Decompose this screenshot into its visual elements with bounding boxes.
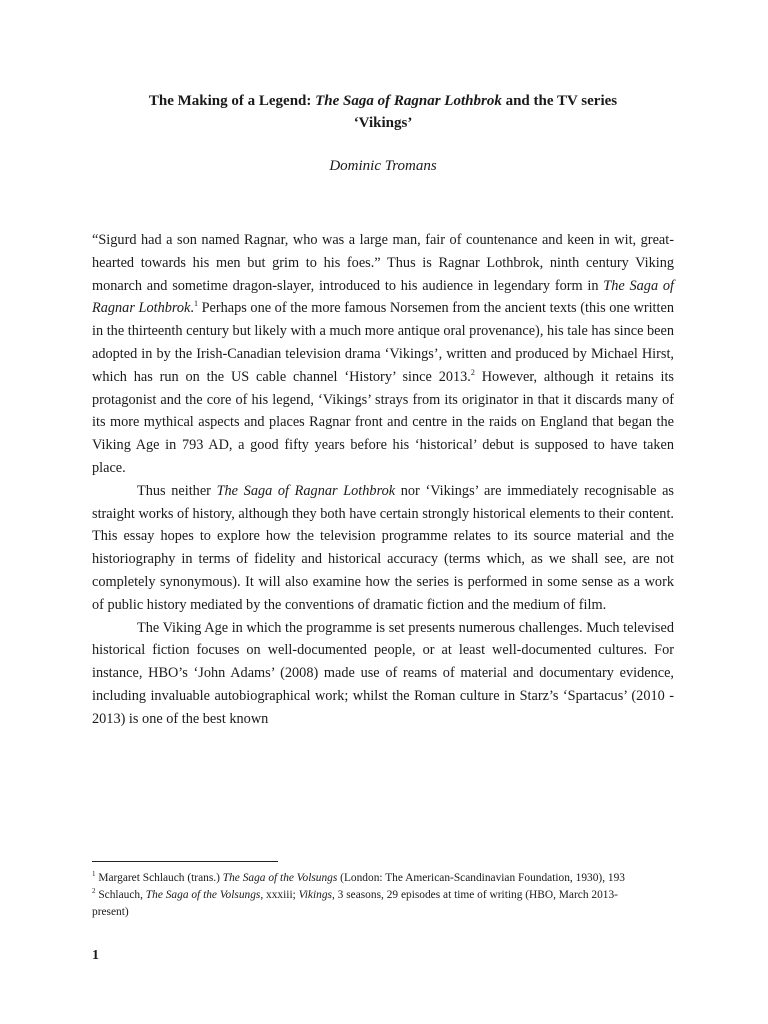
italic-title: The Saga of Ragnar Lothbrok: [92, 277, 674, 317]
footnote-number: 1: [92, 870, 96, 879]
paragraph-text: nor ‘Vikings’ are immediately recognisable as straight works of history, although they both have certain strongly historical elements to their content. This essay hopes to explore how the television programme relates to its source material and the historiography in terms of fidelity and historical accuracy (terms which, as we shall see, are not completely synonymous). It will also examine how the series is performed in some sense as a work of public history mediated by the conventions of dramatic fiction and the medium of film.: [92, 482, 674, 613]
footnote-divider: [92, 861, 278, 862]
footnote-italic: Vikings: [298, 889, 332, 901]
paragraph-2: [92, 480, 674, 617]
paragraph-1: [92, 229, 674, 480]
footnotes: [92, 870, 652, 921]
paragraph-text: However, although it retains its protagonist and the core of his legend, ‘Vikings’ strays from its originator in that it discards many of its more mythical aspects and places Ragnar front and centre in the raids on England that began the Viking Age in 793 AD, a good fifty years before his ‘historical’ debut is supposed to have taken place.: [92, 368, 675, 476]
footnote-text: (London: The American-Scandinavian Foundation, 1930), 193: [337, 872, 625, 884]
paragraph-text: “Sigurd had a son named Ragnar, who was a large man, fair of countenance and keen in wit, great-hearted towards his men but grim to his foes.” Thus is Ragnar Lothbrok, ninth century Viking monarch and sometime dragon-slayer, introduced to his audience in legendary form in: [92, 232, 674, 294]
footnote-text: Margaret Schlauch (trans.): [95, 872, 223, 884]
document-title: [92, 90, 674, 134]
italic-title: The Saga of Ragnar Lothbrok: [216, 482, 396, 499]
paragraph-text: Perhaps one of the more famous Norsemen from the ancient texts (this one written in the thirteenth century but likely with a much more antique oral provenance), his tale has since been adopted in by the Irish-Canadian television drama ‘Vikings’, written and produced by Michael Hirst, which has run on the US cable channel ‘History’ since 2013.: [92, 300, 675, 385]
footnote-text: , 3 seasons, 29 episodes at time of writing (HBO, March 2013-present): [92, 889, 618, 918]
footnote-number: 2: [92, 887, 96, 896]
title-line2: ‘Vikings’: [353, 115, 413, 131]
footnote-text: Schlauch,: [95, 889, 146, 901]
title-text: The Making of a Legend:: [148, 93, 316, 109]
footnote-1: [92, 870, 652, 887]
title-text-cont: and the TV series: [501, 93, 618, 109]
footnote-text: , xxxiii;: [260, 889, 299, 901]
footnote-italic: The Saga of the Volsungs: [145, 889, 261, 901]
paragraph-3: The Viking Age in which the programme is set presents numerous challenges. Much televised historical fiction focuses on well-documented people, or at least well-documented cultures. For instance, HBO’s ‘John Adams’ (2008) made use of reams of material and documentary evidence, including invaluable autobiographical work; whilst the Roman culture in Starz’s ‘Spartacus’ (2010 - 2013) is one of the best known: [92, 619, 674, 727]
paragraph-text: Thus neither: [137, 482, 217, 499]
title-saga-name: The Saga of Ragnar Lothbrok: [315, 93, 502, 109]
footnote-ref-1[interactable]: 1: [193, 299, 198, 309]
footnote-2: [92, 887, 652, 921]
paragraph-text: .: [190, 300, 194, 317]
footnote-italic: The Saga of the Volsungs: [222, 872, 338, 884]
document-page: [92, 0, 674, 1024]
body-text: [92, 229, 674, 731]
author-name: Dominic Tromans: [329, 158, 437, 174]
page-number: 1: [92, 948, 99, 963]
footnote-ref-2[interactable]: 2: [470, 368, 475, 378]
